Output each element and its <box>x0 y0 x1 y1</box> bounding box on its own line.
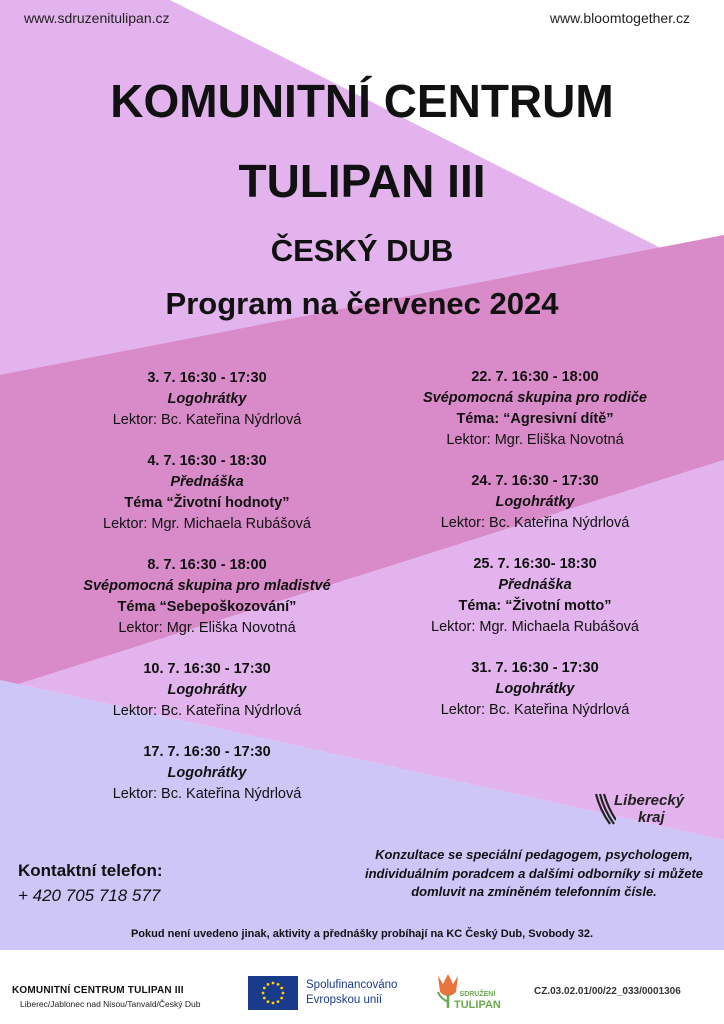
event-lector: Lektor: Mgr. Michaela Rubášová <box>431 619 639 635</box>
region-logo-line1: Liberecký <box>614 792 685 809</box>
event-name: Logohrátky <box>495 681 575 697</box>
venue-note: Pokud není uvedeno jinak, aktivity a přednášky probíhají na KC Český Dub, Svobody 32. <box>130 928 594 940</box>
eu-star <box>267 1000 270 1003</box>
event-date: 17. 7. 16:30 - 17:30 <box>143 744 271 760</box>
event-date: 3. 7. 16:30 - 17:30 <box>147 370 267 386</box>
event-lector: Lektor: Bc. Kateřina Nýdrlová <box>112 412 302 428</box>
event-item <box>42 742 372 805</box>
eu-flag-icon <box>248 976 298 1010</box>
title-line-1: KOMUNITNÍ CENTRUM <box>110 75 614 127</box>
event-name: Logohrátky <box>167 391 247 407</box>
consultation-text: Konzultace se speciální pedagogem, psychologem, individuálním poradcem a dalšími odborníky si můžete domluvit na zmíněném telefonním čísle. <box>364 847 704 899</box>
footer-kc-places: Liberec/Jablonec nad Nisou/Tanvald/Český Dub <box>20 999 201 1009</box>
event-item <box>42 555 372 639</box>
eu-text-line1: Spolufinancováno <box>306 979 398 991</box>
eu-star <box>282 992 285 995</box>
website-link-right[interactable]: www.bloomtogether.cz <box>549 10 690 26</box>
event-item <box>42 368 372 431</box>
event-name: Přednáška <box>498 577 572 593</box>
region-logo-line2: kraj <box>638 809 665 826</box>
event-lector: Lektor: Mgr. Eliška Novotná <box>118 620 296 636</box>
liberecky-kraj-logo <box>594 792 694 828</box>
eu-star <box>280 997 283 1000</box>
event-name: Logohrátky <box>167 682 247 698</box>
event-item <box>370 554 700 638</box>
events-right-column <box>370 367 700 741</box>
event-date: 25. 7. 16:30- 18:30 <box>473 556 597 572</box>
event-lector: Lektor: Bc. Kateřina Nýdrlová <box>440 515 630 531</box>
eu-star <box>280 987 283 990</box>
eu-cofinanced-text <box>306 978 397 1008</box>
event-lector: Lektor: Mgr. Michaela Rubášová <box>103 516 311 532</box>
event-item <box>370 367 700 451</box>
eu-star <box>267 983 270 986</box>
tulipan-logo-text <box>454 990 501 1010</box>
eu-star <box>277 1000 280 1003</box>
event-lector: Lektor: Bc. Kateřina Nýdrlová <box>112 786 302 802</box>
project-code: CZ.03.02.01/00/22_033/0001306 <box>534 986 681 997</box>
footer-kc-name: KOMUNITNÍ CENTRUM TULIPAN III <box>12 985 184 996</box>
event-name: Logohrátky <box>495 494 575 510</box>
event-theme: Téma: “Agresivní dítě” <box>456 411 614 427</box>
eu-star <box>272 1002 275 1005</box>
event-name: Svépomocná skupina pro mladistvé <box>83 578 331 594</box>
event-theme: Téma “Životní hodnoty” <box>124 495 290 511</box>
event-date: 4. 7. 16:30 - 18:30 <box>147 453 267 469</box>
region-stripes-icon <box>594 792 616 826</box>
tulipan-logo-line2: TULIPAN <box>454 999 501 1011</box>
event-lector: Lektor: Mgr. Eliška Novotná <box>446 432 624 448</box>
event-item <box>42 451 372 535</box>
event-name: Svépomocná skupina pro rodiče <box>423 390 647 406</box>
event-name: Logohrátky <box>167 765 247 781</box>
event-date: 22. 7. 16:30 - 18:00 <box>471 369 599 385</box>
event-item <box>370 471 700 534</box>
website-link-left[interactable]: www.sdruzenitulipan.cz <box>24 10 170 26</box>
tulipan-logo-line1: SDRUŽENÍ <box>459 991 496 998</box>
eu-star <box>277 983 280 986</box>
program-heading: Program na červenec 2024 <box>165 286 559 321</box>
event-name: Přednáška <box>170 474 244 490</box>
eu-text-line2: Evropskou unií <box>306 994 383 1006</box>
contact-label: Kontaktní telefon: <box>18 861 163 880</box>
event-date: 31. 7. 16:30 - 17:30 <box>471 660 599 676</box>
event-theme: Téma “Sebepoškozování” <box>117 599 297 615</box>
eu-star <box>263 987 266 990</box>
contact-phone[interactable]: + 420 705 718 577 <box>18 886 161 905</box>
event-date: 10. 7. 16:30 - 17:30 <box>143 661 271 677</box>
event-item <box>42 659 372 722</box>
title-line-2: TULIPAN III <box>238 155 486 207</box>
event-date: 8. 7. 16:30 - 18:00 <box>147 557 267 573</box>
eu-star <box>262 992 265 995</box>
location-heading: ČESKÝ DUB <box>270 233 454 268</box>
event-theme: Téma: “Životní motto” <box>458 598 612 614</box>
eu-star <box>272 982 275 985</box>
event-item <box>370 658 700 721</box>
eu-star <box>263 997 266 1000</box>
event-lector: Lektor: Bc. Kateřina Nýdrlová <box>440 702 630 718</box>
event-lector: Lektor: Bc. Kateřina Nýdrlová <box>112 703 302 719</box>
events-left-column <box>42 368 372 825</box>
event-date: 24. 7. 16:30 - 17:30 <box>471 473 599 489</box>
